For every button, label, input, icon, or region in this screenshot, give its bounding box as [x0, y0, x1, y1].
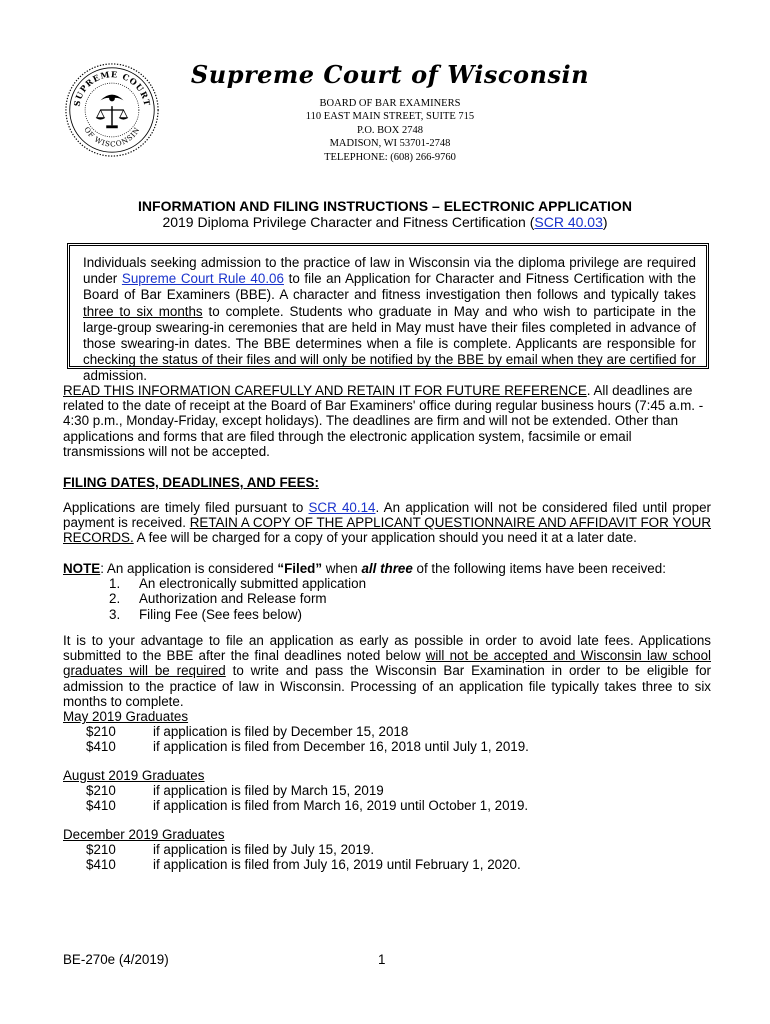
office-name: BOARD OF BAR EXAMINERS — [319, 98, 461, 109]
required-items-list — [63, 576, 711, 622]
seal-text-top: SUPREME COURT — [71, 69, 153, 108]
scr-40-06-link[interactable]: Supreme Court Rule 40.06 — [121, 271, 284, 287]
note-label: NOTE — [63, 561, 101, 576]
document-subtitle: 2019 Diploma Privilege Character and Fitness Certification (SCR 40.03) — [162, 214, 608, 230]
may-graduates-fees — [63, 709, 663, 755]
list-item: 3. Filing Fee (See fees below) — [109, 606, 302, 622]
court-title: Supreme Court of Wisconsin — [190, 60, 590, 89]
list-item: 2. Authorization and Release form — [109, 591, 327, 607]
note-section: NOTE: An application is considered “Filed” when all three of the following items have been received: 1. An electronically submitted application 2. Authorization and Release form 3. Filing Fee (See fees below) — [63, 561, 711, 622]
svg-text:OF WISCONSIN — [82, 125, 141, 148]
filing-section-heading: FILING DATES, DEADLINES, AND FEES: — [63, 475, 319, 490]
graduates-heading: August 2019 Graduates — [63, 768, 205, 783]
scr-40-14-link[interactable]: SCR 40.14 — [308, 500, 376, 515]
form-id: BE-270e (4/2019) — [63, 952, 169, 967]
advantage-paragraph: It is to your advantage to file an application as early as possible in order to avoid late fees. Applications submitted to the BBE after the final deadlines noted below will not be accepted and Wisconsin law school graduates will be required to write and pass the Wisconsin Bar Examination in order to be eligible for admission to the practice of law in Wisconsin. Processing of an application file typically takes three to six months to complete. — [63, 633, 712, 709]
supreme-court-seal — [64, 62, 160, 158]
office-address — [190, 97, 590, 164]
address-line: 110 EAST MAIN STREET, SUITE 715 — [305, 111, 475, 123]
scr-40-03-link[interactable]: SCR 40.03 — [534, 214, 603, 230]
document-title: INFORMATION AND FILING INSTRUCTIONS – ELECTRONIC APPLICATION — [138, 198, 632, 214]
telephone-line: TELEPHONE: (608) 266-9760 — [324, 151, 456, 163]
read-information-paragraph: READ THIS INFORMATION CAREFULLY AND RETAIN IT FOR FUTURE REFERENCE. All deadlines are related to the date of receipt at the Board of Bar Examiners' office during regular business hours (7:45 a.m. - 4:30 p.m., Monday-Friday, except holidays). The deadlines are firm and will not be extended. Other than applications and forms that are filed through the electronic application system, facsimile or email transmissions will not be accepted. — [63, 383, 704, 459]
graduates-heading: December 2019 Graduates — [63, 827, 225, 842]
fee-row: $210 if application is filed by July 15, 2019. — [86, 842, 375, 858]
address-line: P.O. BOX 2748 — [357, 124, 423, 136]
svg-text:SUPREME COURT — [71, 69, 152, 107]
intro-notice-box: Individuals seeking admission to the practice of law in Wisconsin via the diploma privilege are required under Supreme Court Rule 40.06 to file an Application for Character and Fitness Certification with the Board of Bar Examiners (BBE). A character and fitness investigation then follows and typically takes three to six months to complete. Students who graduate in May and who wish to participate in the large-group swearing-in ceremonies that are held in May must have their files completed in advance of those swearing-in dates. The BBE determines when a file is complete. Applicants are responsible for checking the status of their files and will only be notified by the BBE by email when they are certified for admission. — [67, 243, 709, 369]
list-item: 1. An electronically submitted application — [109, 576, 367, 592]
graduates-heading: May 2019 Graduates — [63, 709, 189, 724]
august-graduates-fees — [63, 768, 663, 814]
december-graduates-fees — [63, 827, 663, 873]
fee-row: $410 if application is filed from December 16, 2018 until July 1, 2019. — [86, 739, 529, 755]
fee-row: $210 if application is filed by December 15, 2018 — [86, 724, 409, 740]
fee-row: $410 if application is filed from July 16, 2019 until February 1, 2020. — [86, 857, 521, 873]
seal-text-bottom: OF WISCONSIN — [82, 125, 142, 149]
fee-row: $210 if application is filed by March 15, 2019 — [86, 783, 384, 799]
page-number: 1 — [378, 952, 386, 967]
filing-paragraph: Applications are timely filed pursuant to SCR 40.14. An application will not be considered filed until proper payment is received. RETAIN A COPY OF THE APPLICANT QUESTIONNAIRE AND AFFIDAVIT FOR YOUR RECORDS. A fee will be charged for a copy of your application should you need it at a later date. — [63, 500, 712, 546]
three-to-six-months: three to six months — [83, 303, 203, 319]
address-line: MADISON, WI 53701-2748 — [329, 138, 451, 150]
fee-row: $410 if application is filed from March 16, 2019 until October 1, 2019. — [86, 798, 529, 814]
